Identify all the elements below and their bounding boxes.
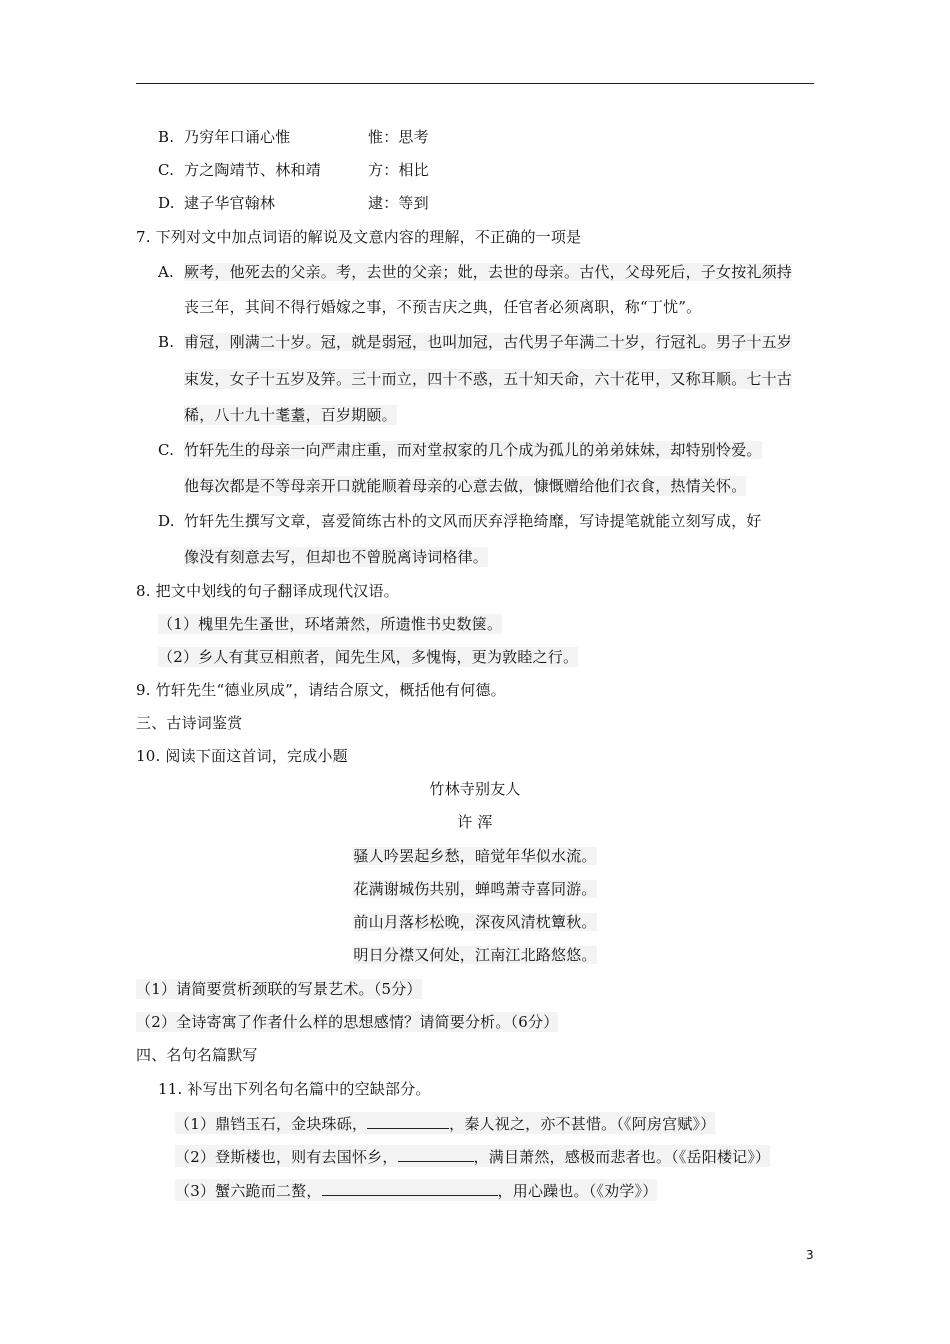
q11-stem: 11. 补写出下列名句名篇中的空缺部分。 bbox=[158, 1080, 431, 1098]
option-label: C. bbox=[158, 161, 175, 179]
page-number: 3 bbox=[806, 1248, 814, 1262]
q7-option-d-line2: 像没有刻意去写，但却也不曾脱离诗词格律。 bbox=[184, 548, 489, 566]
poem-title: 竹林寺别友人 bbox=[429, 780, 521, 798]
poem-line: 前山月落杉松晚，深夜风清枕簟秋。 bbox=[353, 913, 597, 931]
option-label: D. bbox=[158, 512, 175, 530]
q6-option-d-gloss: 逮：等到 bbox=[368, 194, 429, 212]
q8-stem: 8. 把文中划线的句子翻译成现代汉语。 bbox=[136, 582, 399, 600]
option-text: 厥考，他死去的父亲。考，去世的父亲；妣，去世的母亲。古代，父母死后，子女按礼须持 bbox=[184, 263, 793, 281]
poem-author: 许 浑 bbox=[457, 813, 493, 831]
option-text: 方之陶靖节、林和靖 bbox=[184, 161, 321, 179]
option-text: 甫冠，刚满二十岁。冠，就是弱冠，也叫加冠，古代男子年满二十岁，行冠礼。男子十五岁 bbox=[184, 333, 793, 351]
answer-blank[interactable] bbox=[398, 1145, 474, 1162]
poem-line: 花满谢城伤共别，蝉鸣萧寺喜同游。 bbox=[353, 880, 597, 898]
q7-option-a-line1 bbox=[158, 262, 792, 282]
option-text: 乃穷年口诵心惟 bbox=[184, 128, 291, 146]
option-label: B. bbox=[158, 128, 175, 146]
answer-blank[interactable] bbox=[322, 1179, 498, 1196]
q11-item-1: （1）鼎铛玉石，金块珠砾， ，秦人视之，亦不甚惜。（《阿房宫赋》） bbox=[175, 1112, 715, 1134]
q10-sub-2: （2）全诗寄寓了作者什么样的思想感情？请简要分析。（6分） bbox=[136, 1013, 559, 1031]
q7-option-c-line1 bbox=[158, 440, 762, 460]
q7-option-b-line3: 稀，八十九十耄耋，百岁期颐。 bbox=[184, 406, 397, 424]
q7-stem: 7. 下列对文中加点词语的解说及文意内容的理解，不正确的一项是 bbox=[136, 228, 582, 246]
q7-option-b-line1 bbox=[158, 332, 792, 352]
q6-option-c-gloss: 方：相比 bbox=[368, 161, 429, 179]
poem-line: 骚人吟罢起乡愁，暗觉年华似水流。 bbox=[353, 847, 597, 865]
option-text: 竹轩先生的母亲一向严肃庄重，而对堂叔家的几个成为孤儿的弟弟妹妹，却特别怜爱。 bbox=[184, 441, 762, 459]
q11-item-3: （3）蟹六跪而二螯， ，用心躁也。（《劝学》） bbox=[175, 1179, 657, 1201]
option-label: B. bbox=[158, 333, 175, 351]
q6-option-d bbox=[158, 193, 275, 213]
q10-stem: 10. 阅读下面这首词，完成小题 bbox=[136, 747, 348, 765]
q6-option-c bbox=[158, 160, 321, 180]
option-label: D. bbox=[158, 194, 175, 212]
q6-option-b bbox=[158, 127, 290, 147]
option-text: 逮子华官翰林 bbox=[184, 194, 276, 212]
header-rule bbox=[136, 83, 814, 84]
q7-option-a-line2: 丧三年，其间不得行婚嫁之事，不预吉庆之典，任官者必须离职，称“丁忧”。 bbox=[184, 298, 702, 316]
poem-line: 明日分襟又何处，江南江北路悠悠。 bbox=[353, 946, 597, 964]
q6-option-b-gloss: 惟：思考 bbox=[368, 128, 429, 146]
q7-option-c-line2: 他每次都是不等母亲开口就能顺着母亲的心意去做，慷慨赠给他们衣食，热情关怀。 bbox=[184, 477, 747, 495]
q11-item-2: （2）登斯楼也，则有去国怀乡， ，满目萧然，感极而悲者也。（《岳阳楼记》） bbox=[175, 1145, 770, 1167]
q7-option-d-line1 bbox=[158, 511, 762, 531]
q8-sentence-2: （2）乡人有萁豆相煎者，闻先生风，多愧悔，更为敦睦之行。 bbox=[158, 648, 579, 666]
q7-option-b-line2: 束发，女子十五岁及笄。三十而立，四十不惑，五十知天命，六十花甲，又称耳顺。七十古 bbox=[184, 370, 793, 388]
q10-sub-1: （1）请简要赏析颈联的写景艺术。（5分） bbox=[136, 980, 422, 998]
q9-stem: 9. 竹轩先生“德业夙成”，请结合原文，概括他有何德。 bbox=[136, 681, 506, 699]
option-label: A. bbox=[158, 263, 175, 281]
section-4-heading: 四、名句名篇默写 bbox=[136, 1046, 258, 1064]
section-3-heading: 三、古诗词鉴赏 bbox=[136, 714, 243, 732]
answer-blank[interactable] bbox=[367, 1112, 449, 1129]
option-text: 竹轩先生撰写文章，喜爱简练古朴的文风而厌弃浮艳绮靡，写诗提笔就能立刻写成，好 bbox=[184, 512, 762, 530]
option-label: C. bbox=[158, 441, 175, 459]
q8-sentence-1: （1）槐里先生蚤世，环堵萧然，所遗惟书史数箧。 bbox=[158, 615, 503, 633]
